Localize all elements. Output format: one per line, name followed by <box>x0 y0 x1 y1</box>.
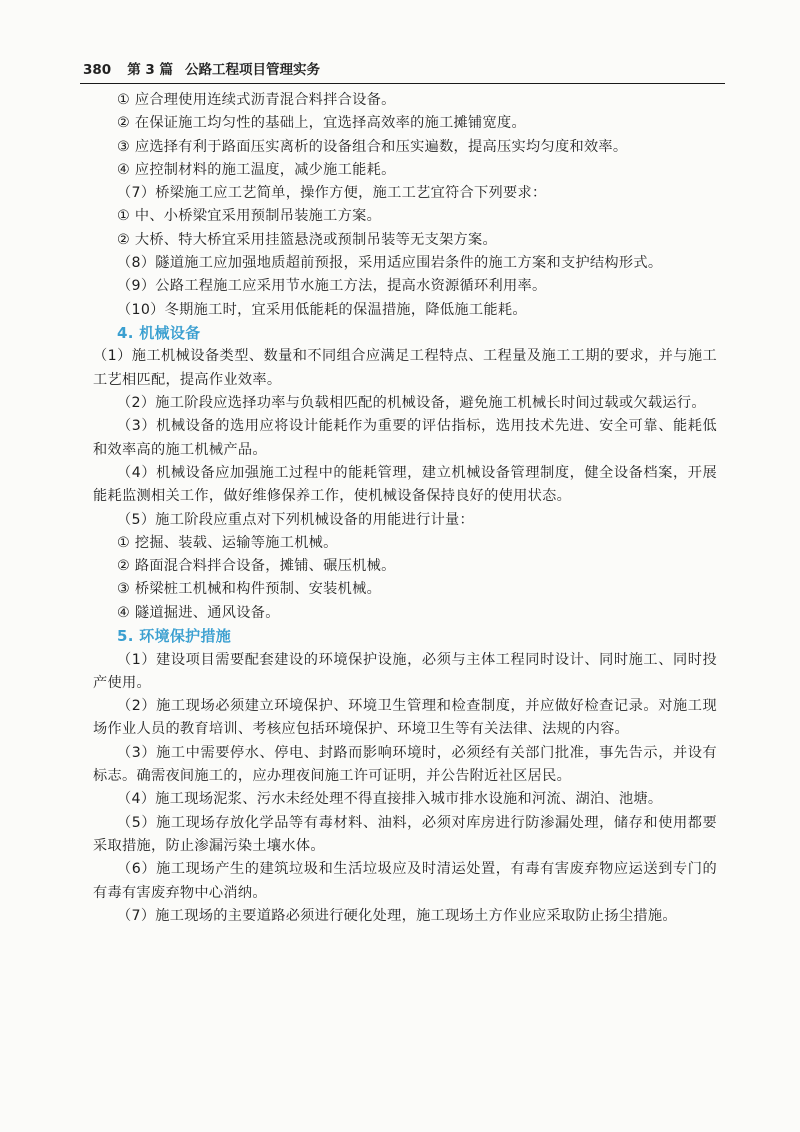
paragraph: （2）施工阶段应选择功率与负载相匹配的机械设备，避免施工机械长时间过载或欠载运行。 <box>117 395 706 412</box>
paragraph: （5）施工阶段应重点对下列机械设备的用能进行计量： <box>117 511 475 528</box>
part-label: 第 3 篇 <box>127 62 173 78</box>
paragraph: （10）冬期施工时，宜采用低能耗的保温措施，降低施工能耗。 <box>117 301 527 318</box>
section-heading: 5. 环境保护措施 <box>117 627 232 646</box>
list-item: ① 挖掘、装载、运输等施工机械。 <box>117 534 338 551</box>
book-title: 公路工程项目管理实务 <box>184 62 320 78</box>
list-item: ④ 应控制材料的施工温度，减少施工能耗。 <box>117 161 396 178</box>
page-body <box>93 89 717 928</box>
list-item: ③ 应选择有利于路面压实离析的设备组合和压实遍数，提高压实均匀度和效率。 <box>117 138 628 155</box>
list-item: ④ 隧道掘进、通风设备。 <box>117 604 280 621</box>
list-item: ③ 桥梁桩工机械和构件预制、安装机械。 <box>117 581 382 598</box>
paragraph: （7）桥梁施工应工艺简单，操作方便，施工工艺宜符合下列要求： <box>117 185 547 202</box>
paragraph: （4）施工现场泥浆、污水未经处理不得直接排入城市排水设施和河流、湖泊、池塘。 <box>117 791 663 808</box>
paragraph: （9）公路工程施工应采用节水施工方法，提高水资源循环利用率。 <box>117 278 547 295</box>
list-item: ② 在保证施工均匀性的基础上，宜选择高效率的施工摊铺宽度。 <box>117 115 526 132</box>
paragraph: （3）机械设备的选用应将设计能耗作为重要的评估指标，选用技术先进、安全可靠、能耗低和效率高的施工机械产品。 <box>93 418 717 458</box>
paragraph: （2）施工现场必须建立环境保护、环境卫生管理和检查制度，并应做好检查记录。对施工现场作业人员的教育培训、考核应包括环境保护、环境卫生等有关法律、法规的内容。 <box>93 698 717 738</box>
running-header <box>83 58 723 84</box>
paragraph: （1）施工机械设备类型、数量和不同组合应满足工程特点、工程量及施工工期的要求，并与施工工艺相匹配，提高作业效率。 <box>93 348 717 388</box>
list-item: ① 中、小桥梁宜采用预制吊装施工方案。 <box>117 208 382 225</box>
paragraph: （4）机械设备应加强施工过程中的能耗管理，建立机械设备管理制度，健全设备档案，开展能耗监测相关工作，做好维修保养工作，使机械设备保持良好的使用状态。 <box>93 464 717 505</box>
paragraph: （5）施工现场存放化学品等有毒材料、油料，必须对库房进行防渗漏处理，储存和使用都要采取措施，防止渗漏污染土壤水体。 <box>93 814 717 854</box>
paragraph: （7）施工现场的主要道路必须进行硬化处理，施工现场土方作业应采取防止扬尘措施。 <box>117 907 677 924</box>
list-item: ② 大桥、特大桥宜采用挂篮悬浇或预制吊装等无支架方案。 <box>117 231 498 248</box>
paragraph: （1）建设项目需要配套建设的环境保护设施，必须与主体工程同时设计、同时施工、同时投产使用。 <box>93 651 717 691</box>
section-heading: 4. 机械设备 <box>117 323 201 342</box>
list-item: ② 路面混合料拌合设备，摊铺、碾压机械。 <box>117 558 396 575</box>
header-rule <box>80 83 725 84</box>
paragraph: （8）隧道施工应加强地质超前预报，采用适应围岩条件的施工方案和支护结构形式。 <box>117 255 663 272</box>
page-number: 380 <box>83 62 112 78</box>
list-item: ① 应合理使用连续式沥青混合料拌合设备。 <box>117 92 396 108</box>
paragraph: （3）施工中需要停水、停电、封路而影响环境时，必须经有关部门批准，事先告示，并设有标志。确需夜间施工的，应办理夜间施工许可证明，并公告附近社区居民。 <box>93 744 717 785</box>
paragraph: （6）施工现场产生的建筑垃圾和生活垃圾应及时清运处置，有毒有害废弃物应运送到专门的有毒有害废弃物中心消纳。 <box>93 861 717 901</box>
